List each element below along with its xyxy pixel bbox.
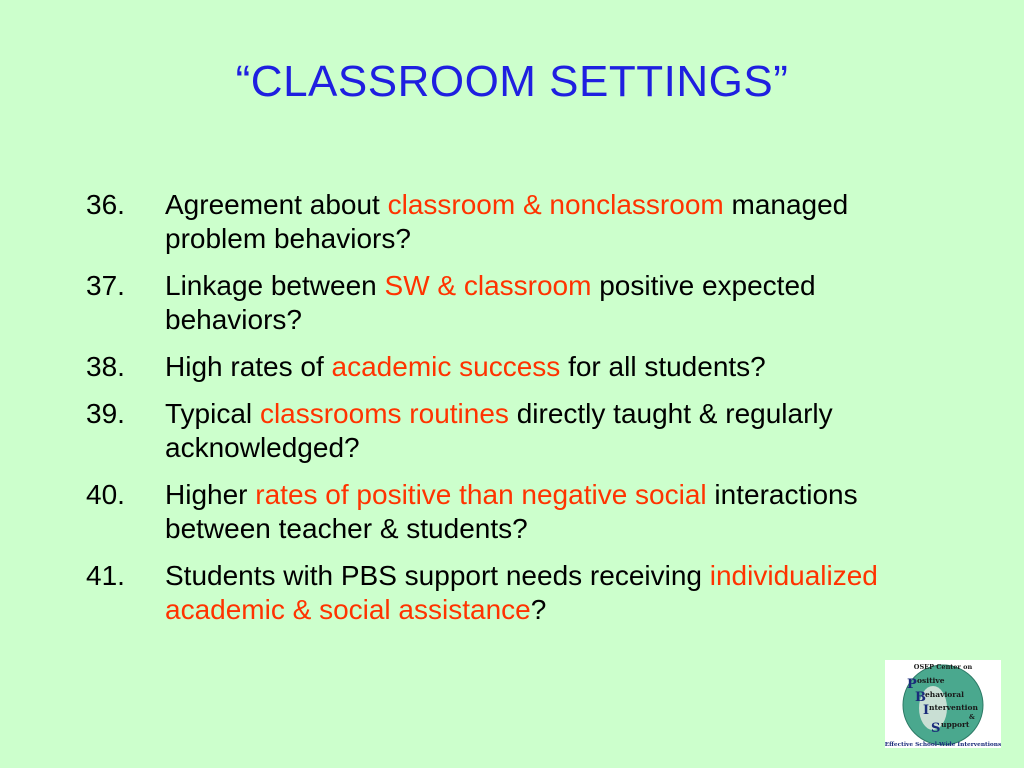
logo-footer: Effective School-Wide Interventions xyxy=(885,742,1001,748)
list-item-number: 39. xyxy=(86,398,125,429)
text-segment: directly taught & regularly acknowledged? xyxy=(165,398,833,463)
highlighted-phrase: classroom & nonclassroom xyxy=(387,189,724,220)
list-item xyxy=(86,350,946,384)
highlighted-phrase: classrooms routines xyxy=(259,398,509,429)
list-item-text xyxy=(165,350,946,384)
logo-header: OSEP Center on xyxy=(913,663,973,671)
logo-word-behavioral: ehavioral xyxy=(925,690,964,699)
list-item xyxy=(86,478,946,546)
list-item-number: 37. xyxy=(86,270,125,301)
logo-letter-s: S xyxy=(931,721,941,736)
logo-letter-p: P xyxy=(907,677,917,692)
pbis-logo-graphic xyxy=(885,660,1001,748)
numbered-list xyxy=(86,188,946,640)
list-item-number: 38. xyxy=(86,351,125,382)
highlighted-phrase: SW & classroom xyxy=(384,270,592,301)
text-segment: High rates of xyxy=(165,351,332,382)
logo-letter-i: I xyxy=(923,703,930,718)
list-item xyxy=(86,397,946,465)
list-item-text xyxy=(165,269,946,337)
list-item xyxy=(86,559,946,627)
highlighted-phrase: individualized academic & social assistance xyxy=(165,560,878,625)
list-item-text xyxy=(165,188,946,256)
list-item-number: 41. xyxy=(86,560,125,591)
list-item-text xyxy=(165,397,946,465)
text-segment: Typical xyxy=(165,398,260,429)
list-item xyxy=(86,269,946,337)
text-segment: Agreement about xyxy=(165,189,388,220)
text-segment: Linkage between xyxy=(165,270,385,301)
slide-title: “CLASSROOM SETTINGS” xyxy=(235,57,789,106)
text-segment: for all students? xyxy=(560,351,766,382)
text-segment: interactions between teacher & students? xyxy=(165,479,858,544)
logo-letter-b: B xyxy=(915,690,926,705)
text-segment: managed problem behaviors? xyxy=(165,189,849,254)
logo-word-intervention: ntervention xyxy=(929,703,978,712)
list-item-text xyxy=(165,559,946,627)
logo-ampersand: & xyxy=(969,713,975,721)
highlighted-phrase: rates of positive than negative social xyxy=(255,479,707,510)
list-item-number: 40. xyxy=(86,479,125,510)
logo-word-support: upport xyxy=(941,720,970,729)
text-segment: Students with PBS support needs receiving xyxy=(165,560,710,591)
text-segment: Higher xyxy=(165,479,256,510)
list-item-number: 36. xyxy=(86,189,125,220)
pbis-logo xyxy=(885,660,1001,748)
text-segment: positive expected behaviors? xyxy=(165,270,816,335)
list-item xyxy=(86,188,946,256)
text-segment: ? xyxy=(530,594,547,625)
highlighted-phrase: academic success xyxy=(331,351,561,382)
logo-word-positive: ositive xyxy=(917,676,945,685)
list-item-text xyxy=(165,478,946,546)
